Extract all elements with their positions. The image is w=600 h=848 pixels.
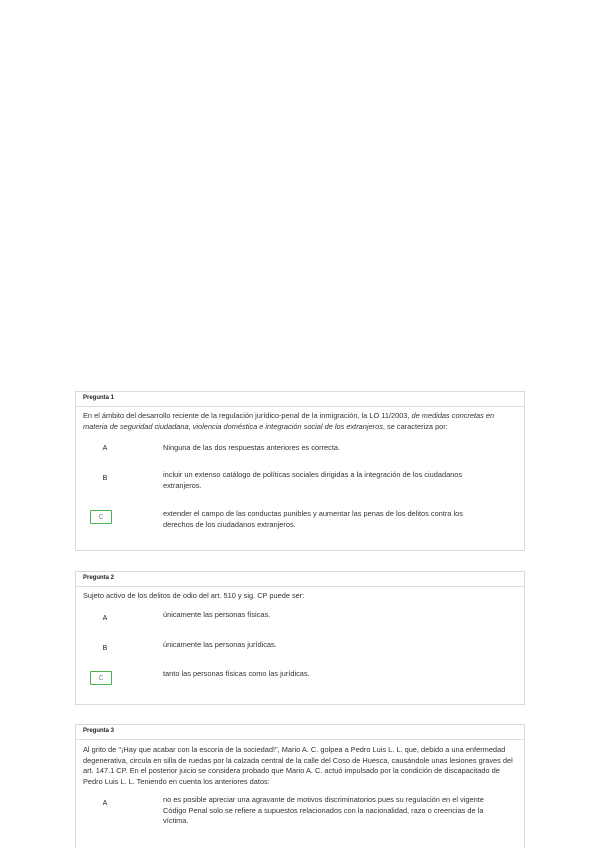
option-text: Ninguna de las dos respuestas anteriores es correcta. — [163, 443, 341, 452]
option-text: no es posible apreciar una agravante de motivos discriminatorios pues su regulación en el vigente Código Penal solo se refiere a supuestos relacionados con la nacionalidad, raza o creencias de la víctima. — [163, 795, 484, 825]
option-letter: A — [102, 800, 108, 807]
question-card-3 — [75, 724, 525, 848]
question-card-2 — [75, 571, 525, 705]
question-text: Al grito de "¡Hay que acabar con la escoria de la sociedad!", Mario A. C. golpea a Pedro Luis L. L. que, debido a una enfermedad degenerativa, circula en silla de ruedas por la calzada central de la calle del Coso de Huesca, causándole unas lesiones graves del art. 147.1 CP. En el posterior juicio se considera probado que Mario A. C. actuó impulsado por la condición de discapacitado de Pedro Luis L. L. Teniendo en cuenta los anteriores datos: — [83, 745, 513, 786]
option-letter-selected: C — [90, 671, 112, 685]
option-letter: A — [102, 445, 108, 452]
option-text: únicamente las personas físicas. — [163, 610, 271, 619]
option-text: extender el campo de las conductas punibles y aumentar las penas de los delitos contra los derechos de los ciudadanos extranjeros. — [163, 509, 463, 529]
question-header: Pregunta 1 — [76, 392, 524, 407]
question-header: Pregunta 3 — [76, 725, 524, 740]
option-text: tanto las personas físicas como las jurídicas. — [163, 669, 310, 678]
option-text: incluir un extenso catálogo de políticas sociales dirigidas a la integración de los ciudadanos extranjeros. — [163, 470, 463, 490]
option-letter: A — [102, 615, 108, 622]
question-text: Sujeto activo de los delitos de odio del art. 510 y sig. CP puede ser: — [83, 591, 305, 600]
option-letter-selected: C — [90, 510, 112, 524]
option-text: únicamente las personas jurídicas. — [163, 640, 277, 649]
question-card-1 — [75, 391, 525, 551]
question-text: En el ámbito del desarrollo reciente de la regulación jurídico-penal de la inmigración, la LO 11/2003, de medidas concretas en materia de seguridad ciudadana, violencia doméstica e integración social de los extranjeros, se caracteriza por: — [83, 411, 495, 431]
option-letter: B — [102, 475, 108, 482]
question-header: Pregunta 2 — [76, 572, 524, 587]
option-letter: B — [102, 645, 108, 652]
